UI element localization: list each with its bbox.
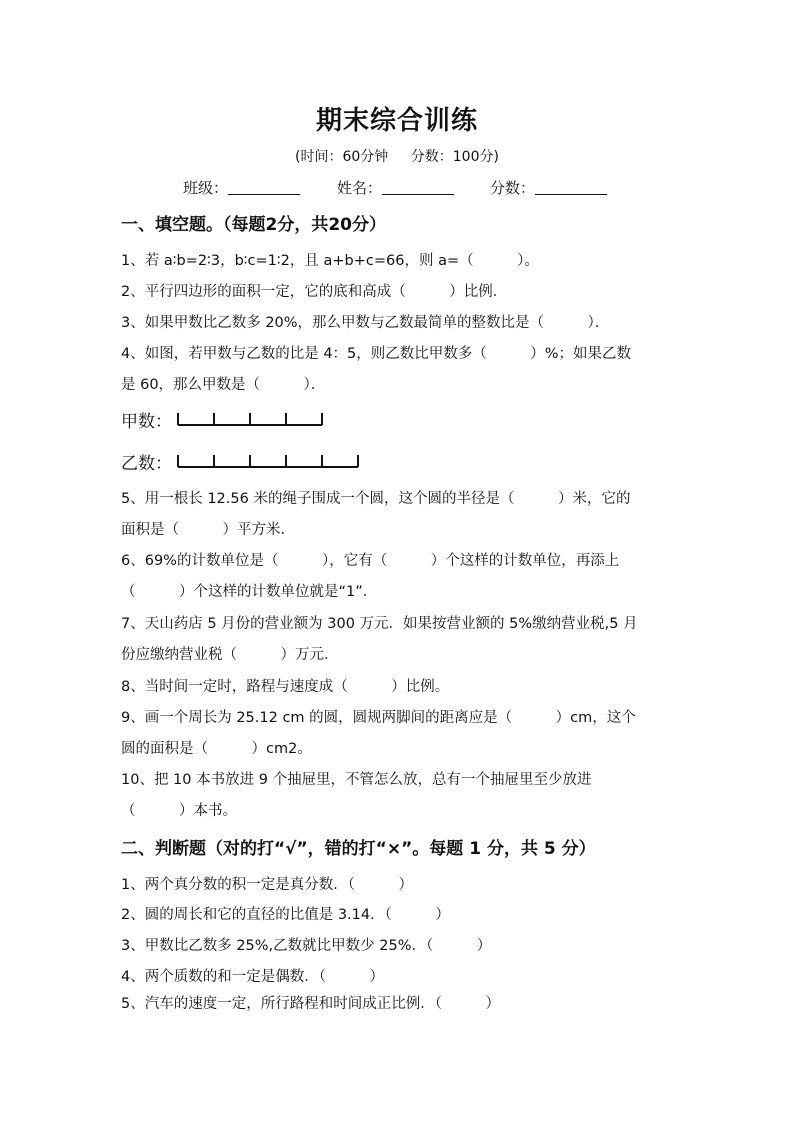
question-line: 2、平行四边形的面积一定，它的底和高成（ ）比例． bbox=[121, 284, 508, 300]
class-field bbox=[183, 177, 300, 198]
name-label: 姓名： bbox=[337, 179, 383, 197]
question-line: 4、如图，若甲数与乙数的比是 4：5，则乙数比甲数多（ ）%；如果乙数 bbox=[121, 346, 632, 362]
jia-bar-group bbox=[178, 413, 322, 425]
exam-meta bbox=[0, 146, 794, 166]
question-line: （ ）个这样的计数单位就是“1”． bbox=[121, 584, 378, 600]
yi-segment-bar bbox=[176, 452, 376, 472]
exam-time: (时间：60分钟 bbox=[295, 149, 389, 165]
score-blank[interactable] bbox=[535, 179, 607, 195]
question-line: 3、如果甲数比乙数多 20%，那么甲数与乙数最简单的整数比是（ ）． bbox=[121, 315, 610, 331]
question-line: 1、若 a∶b=2∶3，b∶c=1∶2，且 a+b+c=66，则 a=（ ）。 bbox=[121, 253, 539, 269]
judgment-line: 1、两个真分数的积一定是真分数．（ ） bbox=[121, 877, 413, 893]
question-line: 8、当时间一定时，路程与速度成（ ）比例。 bbox=[121, 679, 450, 695]
question-line: 7、天山药店 5 月份的营业额为 300 万元．如果按营业额的 5%缴纳营业税,5 月 bbox=[121, 616, 638, 632]
question-line: 5、用一根长 12.56 米的绳子围成一个圆，这个圆的半径是（ ）米，它的 bbox=[121, 491, 631, 507]
judgment-line: 3、甲数比乙数多 25%,乙数就比甲数少 25%．（ ） bbox=[121, 938, 492, 954]
section-fill-blank-heading: 一、填空题。（每题2分，共20分） bbox=[121, 215, 386, 235]
score-label: 分数： bbox=[490, 179, 536, 197]
yi-label: 乙数： bbox=[121, 454, 172, 474]
question-line: 6、69%的计数单位是（ ），它有（ ）个这样的计数单位，再添上 bbox=[121, 553, 620, 569]
judgment-line: 5、汽车的速度一定，所行路程和时间成正比例．（ ） bbox=[121, 996, 500, 1012]
question-line: 9、画一个周长为 25.12 cm 的圆，圆规两脚间的距离应是（ ）cm，这个 bbox=[121, 710, 636, 726]
exam-total-score: 分数：100分) bbox=[410, 149, 499, 165]
question-line: 面积是（ ）平方米． bbox=[121, 522, 295, 538]
question-line: 10、把 10 本书放进 9 个抽屉里，不管怎么放，总有一个抽屉里至少放进 bbox=[121, 772, 592, 788]
jia-segment-bar bbox=[176, 410, 336, 430]
class-blank[interactable] bbox=[228, 179, 300, 195]
judgment-line: 4、两个质数的和一定是偶数．（ ） bbox=[121, 969, 384, 985]
page-title: 期末综合训练 bbox=[315, 106, 478, 136]
judgment-line: 2、圆的周长和它的直径的比值是 3.14．（ ） bbox=[121, 907, 450, 923]
section-true-false-heading: 二、判断题（对的打“√”，错的打“×”。每题 1 分，共 5 分） bbox=[121, 839, 596, 859]
question-line: （ ）本书。 bbox=[121, 803, 237, 819]
score-field bbox=[490, 177, 607, 198]
question-line: 是 60，那么甲数是（ ）． bbox=[121, 377, 326, 393]
name-field bbox=[337, 177, 454, 198]
yi-bar-group bbox=[178, 455, 358, 467]
question-line: 圆的面积是（ ）cm2。 bbox=[121, 741, 312, 757]
name-blank[interactable] bbox=[382, 179, 454, 195]
jia-label: 甲数： bbox=[121, 412, 172, 432]
question-line: 份应缴纳营业税（ ）万元． bbox=[121, 647, 339, 663]
class-label: 班级： bbox=[183, 179, 229, 197]
